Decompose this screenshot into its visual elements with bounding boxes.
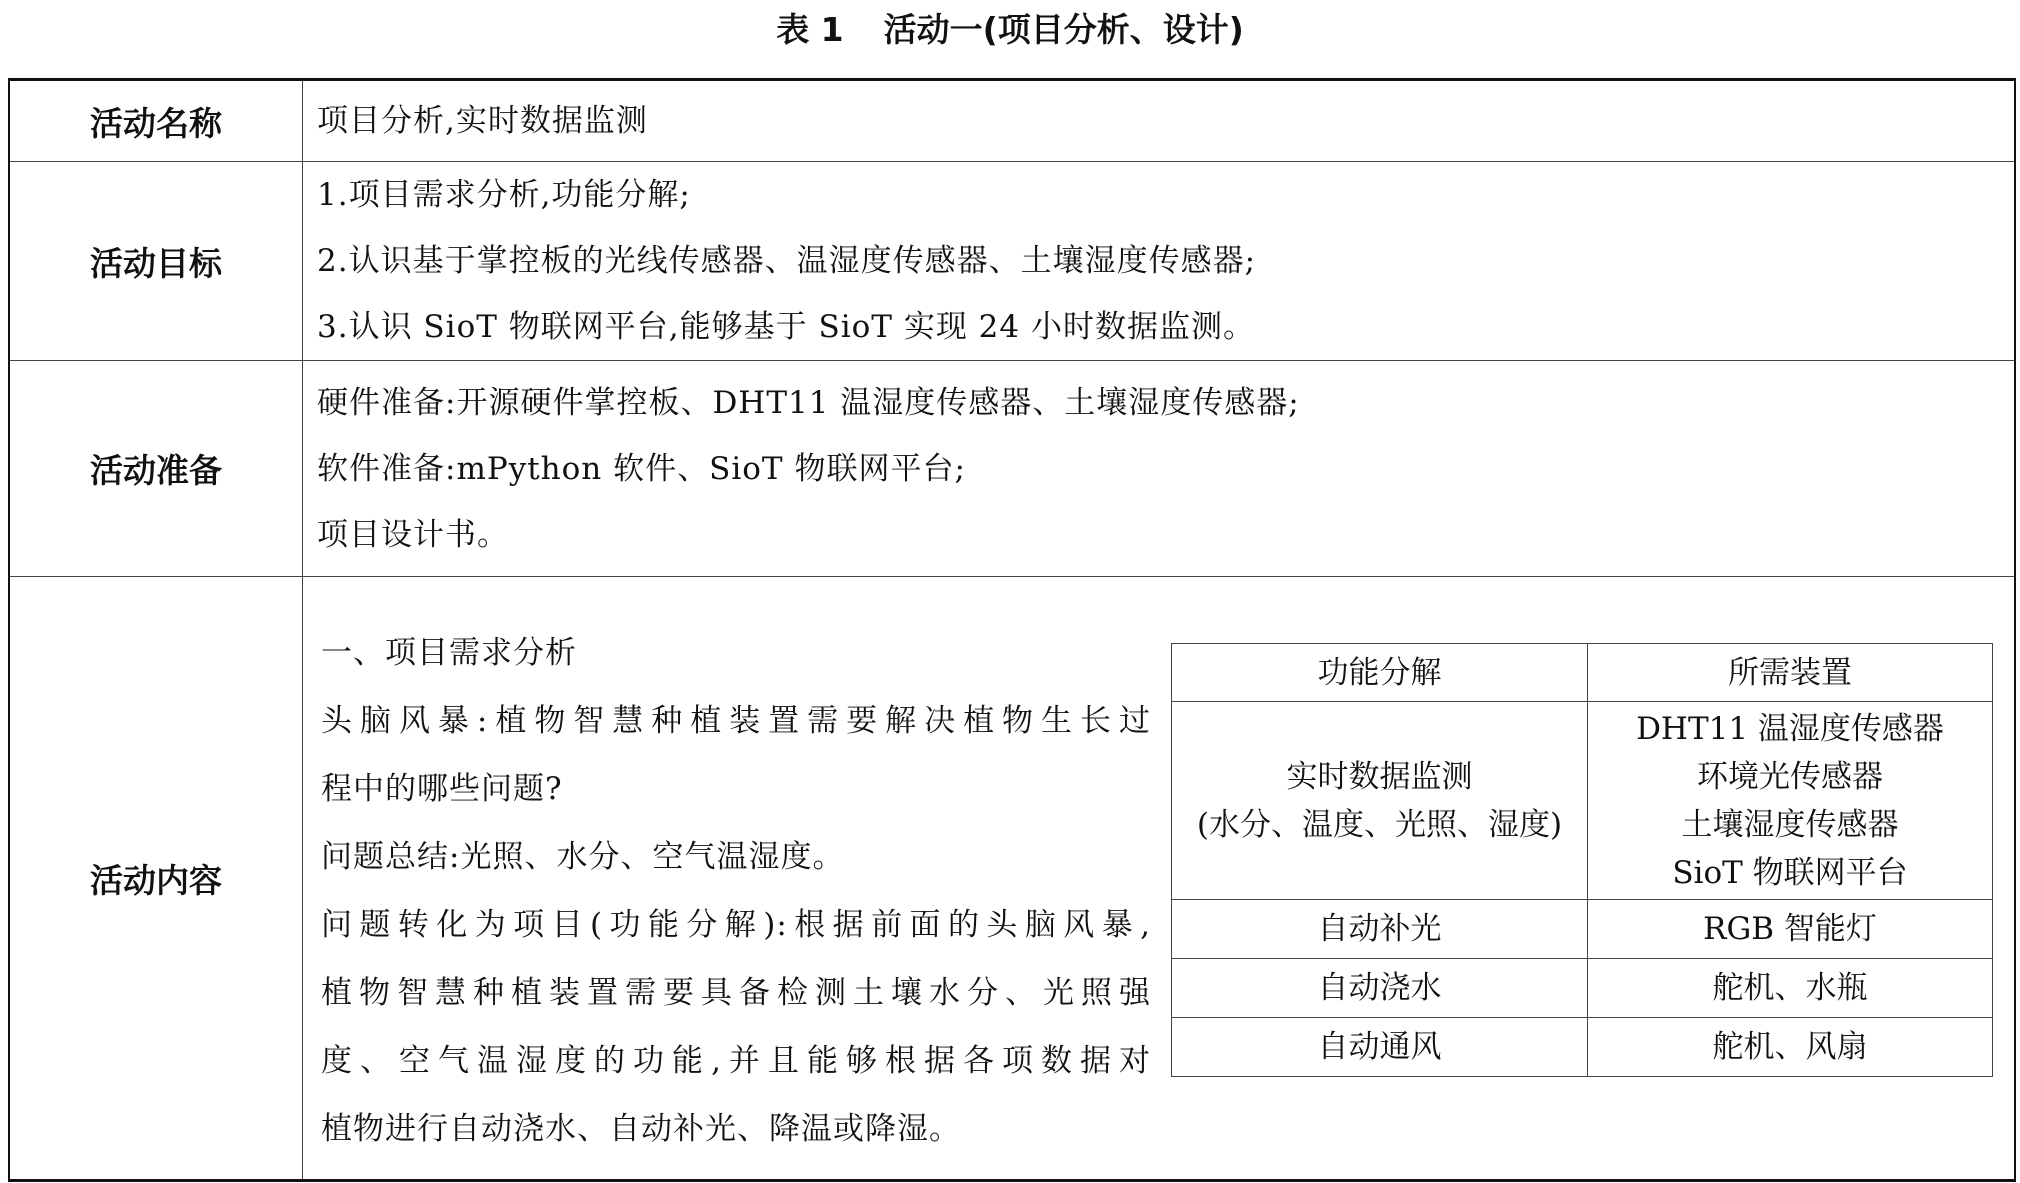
label-activity-prep: 活动准备: [9, 361, 303, 577]
content-line: 问题总结:光照、水分、空气温湿度。: [321, 839, 845, 875]
device-item: 环境光传感器: [1697, 758, 1883, 795]
activity-content-value: [303, 577, 2016, 1181]
activity-name-text: 项目分析,实时数据监测: [317, 103, 648, 139]
activity-prep-value: [303, 361, 2016, 577]
table-title: 活动一(项目分析、设计): [883, 10, 1244, 49]
table-caption: [0, 8, 2020, 52]
function-row: [1172, 702, 1993, 900]
goal-line: 1.项目需求分析,功能分解;: [317, 177, 691, 213]
function-cell: [1172, 702, 1588, 900]
devices-cell: [1588, 702, 1993, 900]
devices-cell: 舵机、水瓶: [1588, 959, 1993, 1018]
table-number: 表 1: [776, 10, 844, 49]
function-cell: 自动补光: [1172, 900, 1588, 959]
prep-line: 硬件准备:开源硬件掌控板、DHT11 温湿度传感器、土壤湿度传感器;: [317, 384, 1300, 421]
function-row: [1172, 900, 1993, 959]
activity-table: [8, 78, 2016, 1182]
content-area: [303, 577, 2014, 1179]
devices-cell: 舵机、风扇: [1588, 1018, 1993, 1077]
label-activity-content: 活动内容: [9, 577, 303, 1181]
device-item: DHT11 温湿度传感器: [1636, 710, 1944, 747]
content-text: [321, 619, 1151, 1163]
header-devices: 所需装置: [1588, 644, 1993, 702]
content-heading: 一、项目需求分析: [321, 635, 577, 671]
function-name: 实时数据监测: [1286, 758, 1473, 795]
activity-name-value: [303, 80, 2016, 162]
goal-line: 3.认识 SioT 物联网平台,能够基于 SioT 实现 24 小时数据监测。: [317, 309, 1255, 345]
content-line: 度、空气温湿度的功能,并且能够根据各项数据对: [321, 1043, 1151, 1079]
function-row: [1172, 959, 1993, 1018]
device-item: SioT 物联网平台: [1672, 854, 1908, 891]
device-item: 土壤湿度传感器: [1681, 806, 1899, 843]
row-activity-content: [9, 577, 2015, 1181]
prep-line: 软件准备:mPython 软件、SioT 物联网平台;: [317, 450, 966, 487]
content-line: 植物进行自动浇水、自动补光、降温或降湿。: [321, 1111, 961, 1147]
function-table-header: [1172, 644, 1993, 702]
function-detail: (水分、温度、光照、湿度): [1196, 806, 1563, 843]
label-activity-goal: 活动目标: [9, 162, 303, 361]
function-cell: 自动通风: [1172, 1018, 1588, 1077]
prep-line: 项目设计书。: [317, 516, 509, 553]
goal-line: 2.认识基于掌控板的光线传感器、温湿度传感器、土壤湿度传感器;: [317, 243, 1257, 279]
row-activity-name: [9, 80, 2015, 162]
devices-cell: RGB 智能灯: [1588, 900, 1993, 959]
content-line: 头脑风暴:植物智慧种植装置需要解决植物生长过: [321, 703, 1151, 739]
activity-goal-value: [303, 162, 2016, 361]
function-table: [1171, 643, 1993, 1077]
row-activity-prep: [9, 361, 2015, 577]
content-line: 植物智慧种植装置需要具备检测土壤水分、光照强: [321, 975, 1151, 1011]
label-activity-name: 活动名称: [9, 80, 303, 162]
content-line: 程中的哪些问题?: [321, 771, 563, 807]
row-activity-goal: [9, 162, 2015, 361]
header-function: 功能分解: [1172, 644, 1588, 702]
content-line: 问题转化为项目(功能分解):根据前面的头脑风暴,: [321, 907, 1151, 943]
function-row: [1172, 1018, 1993, 1077]
function-cell: 自动浇水: [1172, 959, 1588, 1018]
